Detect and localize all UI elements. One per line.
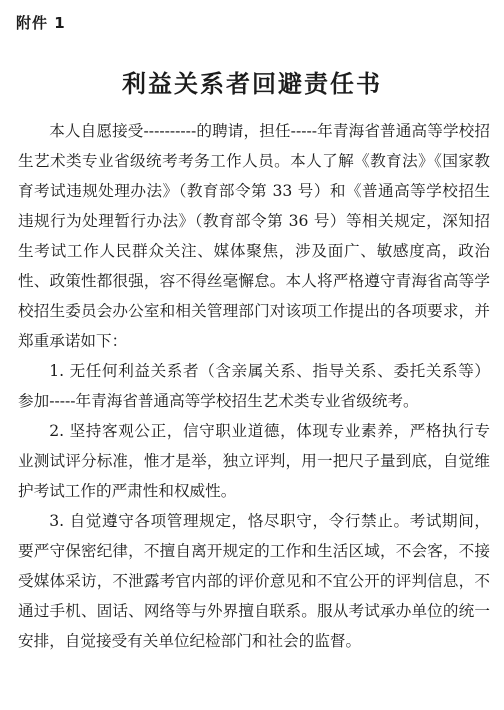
paragraph-intro: 本人自愿接受----------的聘请，担任-----年青海省普通高等学校招生艺术类专业省级统考考务工作人员。本人了解《教育法》《国家教育考试违规处理办法》（教育部令第 33 号）和《普通高等学校招生违规行为处理暂行办法》（教育部令第 36 号）等相关规定，深知招生考试工作人民群众关注、媒体聚焦，涉及面广、敏感度高，政治性、政策性都很强，容不得丝毫懈怠。本人将严格遵守青海省高等学校招生委员会办公室和相关管理部门对该项工作提出的各项要求，并郑重承诺如下：	[18, 122, 490, 350]
document-body	[18, 116, 490, 656]
attachment-label: 附件 1	[16, 14, 66, 32]
document-title: 利益关系者回避责任书	[122, 69, 382, 98]
paragraph-item-1: 1. 无任何利益关系者（含亲属关系、指导关系、委托关系等）参加-----年青海省普通高等学校招生艺术类专业省级统考。	[18, 362, 490, 410]
paragraph-item-3: 3. 自觉遵守各项管理规定，恪尽职守，令行禁止。考试期间，要严守保密纪律，不擅自离开规定的工作和生活区域，不会客，不接受媒体采访，不泄露考官内部的评价意见和不宜公开的评判信息，不通过手机、固话、网络等与外界擅自联系。服从考试承办单位的统一安排，自觉接受有关单位纪检部门和社会的监督。	[18, 512, 490, 650]
paragraph-item-2: 2. 坚持客观公正，信守职业道德，体现专业素养，严格执行专业测试评分标准，惟才是举，独立评判，用一把尺子量到底，自觉维护考试工作的严肃性和权威性。	[18, 422, 490, 500]
